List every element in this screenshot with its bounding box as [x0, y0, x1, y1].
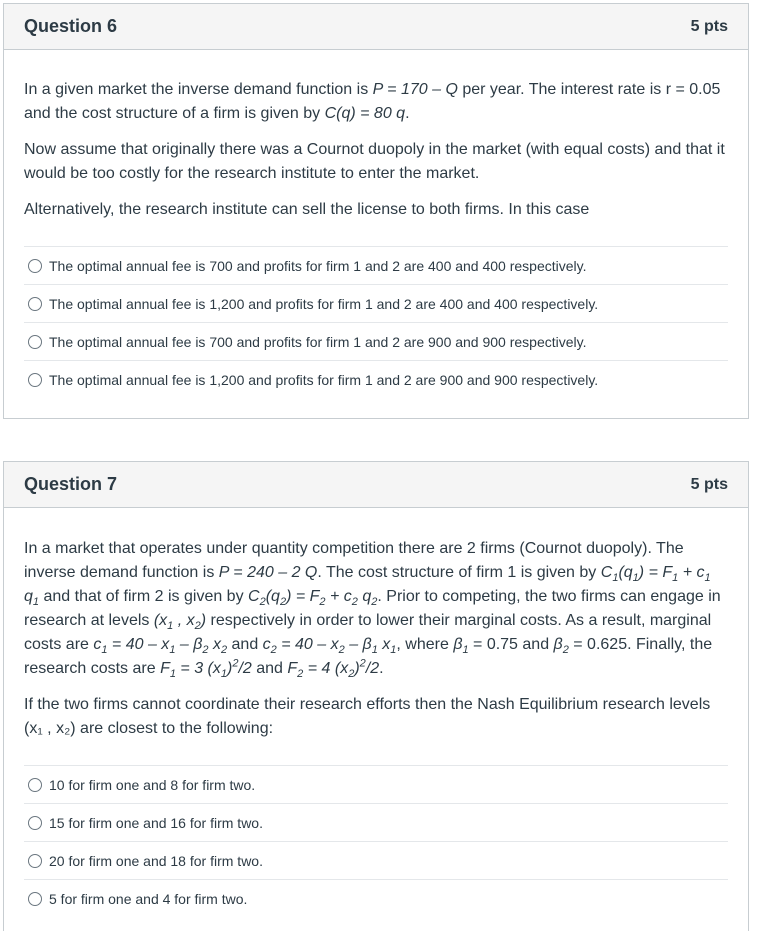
question-6-answer-list — [24, 246, 728, 398]
radio-button[interactable] — [28, 373, 42, 387]
q7-answer-option[interactable] — [24, 879, 728, 917]
question-6-points: 5 pts — [690, 17, 728, 35]
radio-button[interactable] — [28, 335, 42, 349]
answer-label: 10 for firm one and 8 for firm two. — [49, 776, 256, 793]
radio-button[interactable] — [28, 816, 42, 830]
q6-answer-option[interactable] — [24, 284, 728, 322]
answer-label: The optimal annual fee is 1,200 and profits for firm 1 and 2 are 400 and 400 respectively. — [49, 295, 599, 312]
answer-label: 15 for firm one and 16 for firm two. — [49, 814, 263, 831]
question-6-title: Question 6 — [24, 16, 118, 36]
question-6-paragraph-3: Alternatively, the research institute can sell the license to both firms. In this case — [24, 201, 590, 218]
q6-answer-option[interactable] — [24, 360, 728, 398]
q6-answer-option[interactable] — [24, 246, 728, 284]
answer-label: The optimal annual fee is 1,200 and profits for firm 1 and 2 are 900 and 900 respectively. — [49, 371, 599, 388]
question-6-paragraph-1: In a given market the inverse demand function is P = 170 – Q per year. The interest rate is r = 0.05 and the cost structure of a firm is given by C(q) = 80 q. — [24, 81, 721, 122]
question-7-points: 5 pts — [690, 475, 728, 493]
radio-button[interactable] — [28, 297, 42, 311]
q7-answer-option[interactable] — [24, 765, 728, 803]
question-7-paragraph-2: If the two firms cannot coordinate their research efforts then the Nash Equilibrium research levels (x₁ , x₂) are closest to the following: — [24, 696, 711, 737]
question-7-paragraph-1: In a market that operates under quantity competition there are 2 firms (Cournot duopoly). The inverse demand function is P = 240 – 2 Q. The cost structure of firm 1 is given by $C_1(q_1) = F_1 + c_1$ $q_1$ and that of firm 2 is given by $C_2(q_2) = F_2 + c_2$ $q_2$. Prior to competing, the two firms can engage in research at levels ($x_1$ , $x_2$) respectively in order to lower their marginal costs. As a result, marginal costs are $c_1 = 40 - x_1 - \beta_2$ $x_2$ and $c_2 = 40 - x_2 - \beta_1$ $x_1$, where $\beta_1 = 0.75$ and $\beta_2 = 0.625$. Finally, the research costs are $F_1 = 3$ $(x_1)^2/2$ and $F_2 = 4$ $(x_2)^2/2$. — [24, 540, 721, 681]
question-7-answer-list — [24, 765, 728, 917]
radio-button[interactable] — [28, 259, 42, 273]
answer-label: The optimal annual fee is 700 and profits for firm 1 and 2 are 400 and 400 respectively. — [49, 257, 587, 274]
answer-label: 20 for firm one and 18 for firm two. — [49, 852, 263, 869]
answer-label: The optimal annual fee is 700 and profits for firm 1 and 2 are 900 and 900 respectively. — [49, 333, 587, 350]
radio-button[interactable] — [28, 854, 42, 868]
question-7-header — [4, 462, 748, 508]
question-6-paragraph-2: Now assume that originally there was a Cournot duopoly in the market (with equal costs) and that it would be too costly for the research institute to enter the market. — [24, 141, 725, 182]
question-7-title: Question 7 — [24, 474, 118, 494]
question-7-card — [3, 461, 749, 931]
answer-label: 5 for firm one and 4 for firm two. — [49, 890, 248, 907]
q7-answer-option[interactable] — [24, 841, 728, 879]
question-6-card — [3, 3, 749, 419]
radio-button[interactable] — [28, 778, 42, 792]
radio-button[interactable] — [28, 892, 42, 906]
question-6-header — [4, 4, 748, 50]
q6-answer-option[interactable] — [24, 322, 728, 360]
q7-answer-option[interactable] — [24, 803, 728, 841]
